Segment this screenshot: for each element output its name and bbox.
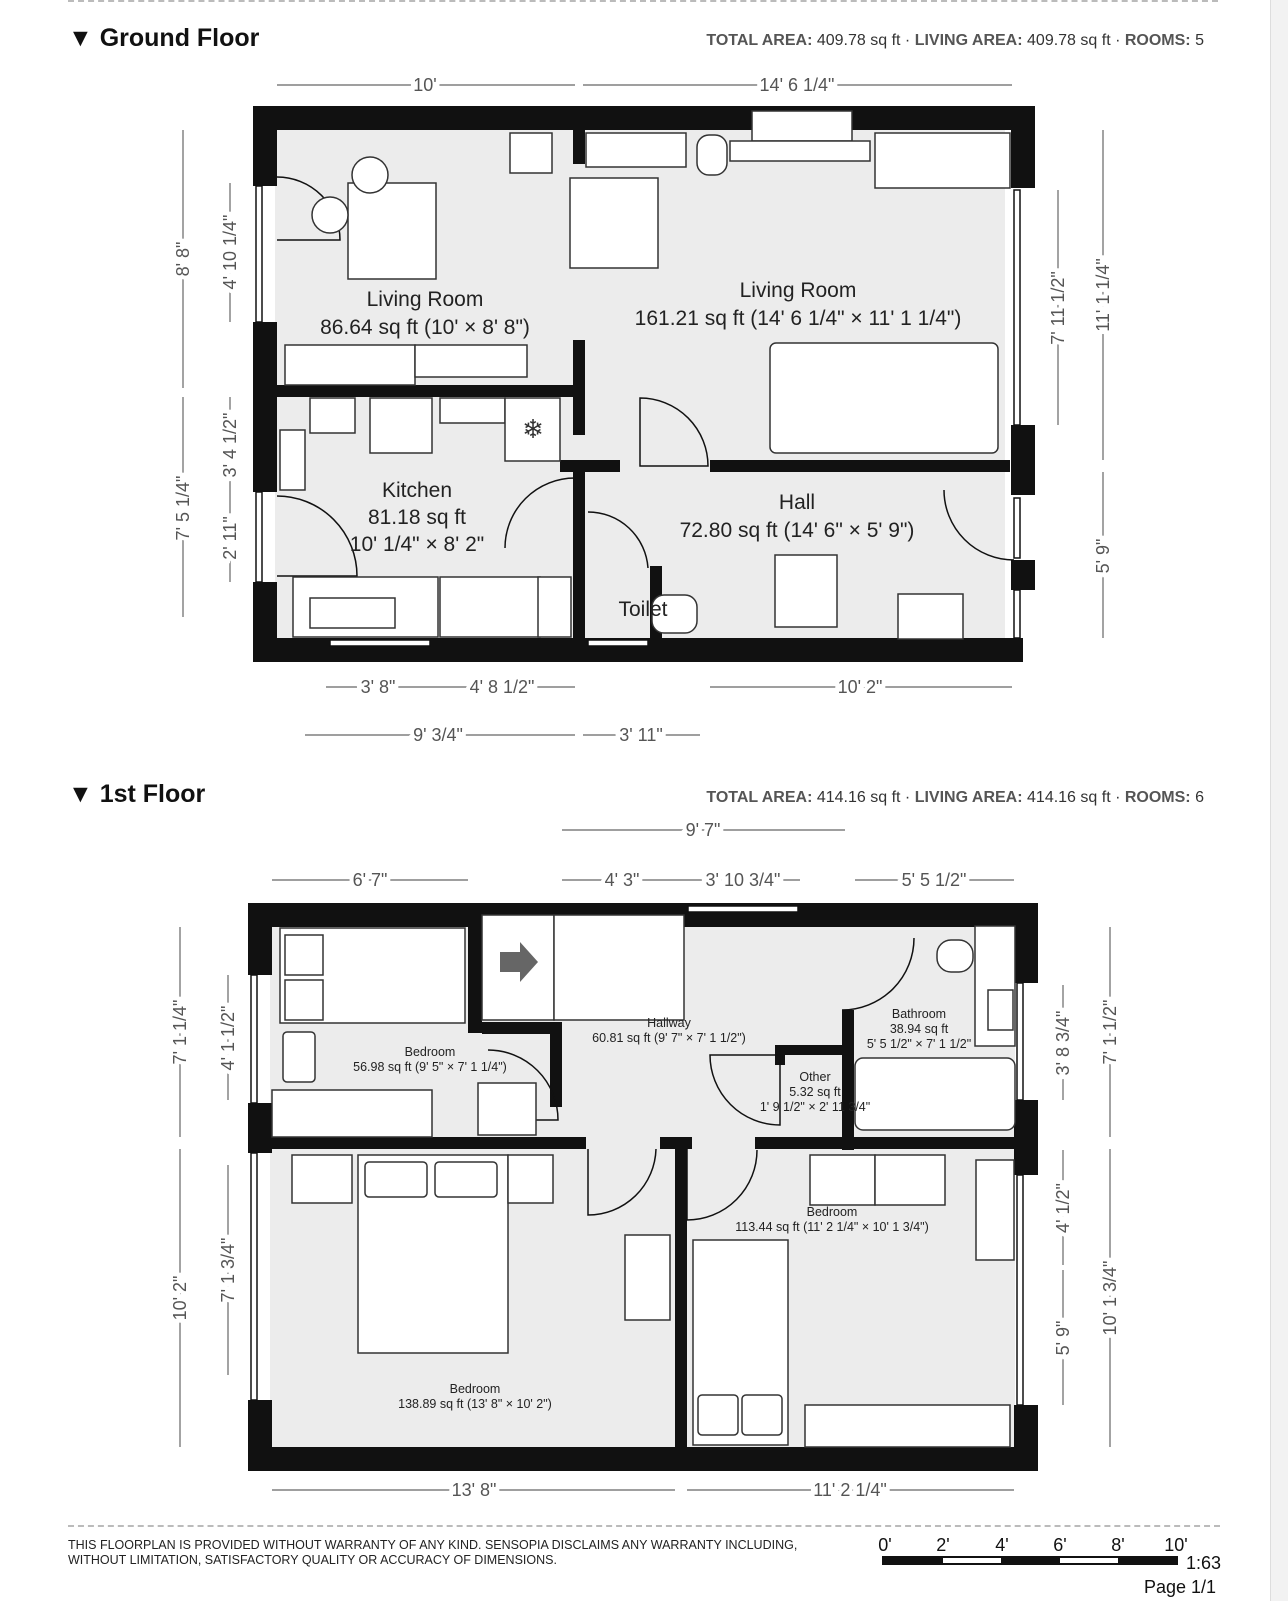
room-area: 60.81 sq ft (9' 7" × 7' 1 1/2") bbox=[592, 1031, 746, 1045]
hearth bbox=[730, 141, 870, 161]
room-area: 113.44 sq ft (11' 2 1/4" × 10' 1 3/4") bbox=[735, 1220, 929, 1234]
dimension-label: 9' 7" bbox=[685, 820, 721, 840]
window bbox=[1017, 1175, 1023, 1405]
room-label: Bedroom bbox=[404, 1045, 456, 1059]
ground-floor-title-text: Ground Floor bbox=[99, 24, 260, 52]
dimension-label: 3' 4 1/2" bbox=[220, 412, 240, 478]
rooms-value: 5 bbox=[1195, 32, 1204, 49]
dimension-label: 3' 8" bbox=[360, 677, 396, 697]
dimension-label: 10' 2" bbox=[837, 677, 883, 697]
dimension-label: 4' 8 1/2" bbox=[469, 677, 535, 697]
dimension-label: 5' 5 1/2" bbox=[901, 870, 967, 890]
room-area: 56.98 sq ft (9' 5" × 7' 1 1/4") bbox=[353, 1060, 507, 1074]
east-wall bbox=[1011, 106, 1035, 188]
room-label: Bathroom bbox=[891, 1007, 947, 1021]
interior-wall bbox=[573, 340, 585, 435]
room-area: 138.89 sq ft (13' 8" × 10' 2") bbox=[398, 1397, 552, 1411]
dimension-label: 11' 1 1/4" bbox=[1093, 258, 1113, 332]
north-wall bbox=[253, 106, 1023, 130]
window bbox=[256, 186, 262, 322]
cabinet bbox=[280, 430, 305, 490]
scale-bar-segment bbox=[1060, 1558, 1118, 1563]
dimension-label: 3' 11" bbox=[619, 725, 663, 745]
interior-wall bbox=[275, 385, 575, 397]
living-area-label: LIVING AREA: bbox=[914, 32, 1023, 49]
cabinet bbox=[810, 1155, 875, 1205]
fireplace bbox=[752, 111, 852, 141]
shelves bbox=[415, 345, 527, 377]
room-label: Living Room bbox=[366, 288, 484, 311]
stairs bbox=[554, 915, 684, 1020]
pillow bbox=[285, 935, 323, 975]
room-label: Bedroom bbox=[449, 1382, 501, 1396]
rooms-label: ROOMS: bbox=[1124, 32, 1191, 49]
scale-tick-label: 6' bbox=[1053, 1535, 1067, 1555]
shelves bbox=[976, 1160, 1014, 1260]
interior-wall bbox=[710, 460, 1010, 472]
collapse-triangle-icon: ▼ bbox=[68, 780, 93, 808]
total-area-value: 414.16 sq ft bbox=[816, 789, 901, 806]
dimension-label: 5' 9" bbox=[1053, 1320, 1073, 1356]
pillow bbox=[365, 1162, 427, 1197]
sofa bbox=[770, 343, 998, 453]
scale-bar-outline bbox=[882, 1556, 1178, 1565]
armchair bbox=[570, 178, 658, 268]
interior-wall bbox=[573, 460, 585, 640]
window bbox=[256, 492, 262, 582]
desk bbox=[348, 183, 436, 279]
east-wall bbox=[1011, 560, 1035, 590]
toilet bbox=[937, 940, 973, 972]
scale-tick-label: 10' bbox=[1164, 1535, 1188, 1555]
nightstand bbox=[508, 1155, 553, 1203]
ground-floor-stats: TOTAL AREA: 409.78 sq ft · LIVING AREA: 409.78 sq ft · ROOMS: 5 bbox=[706, 32, 1204, 49]
south-wall bbox=[248, 1447, 1038, 1471]
room-area: 38.94 sq ft bbox=[889, 1022, 949, 1036]
dimension-label: 10' bbox=[413, 75, 437, 95]
window bbox=[251, 975, 257, 1103]
living-area-value: 414.16 sq ft bbox=[1027, 789, 1111, 806]
window bbox=[588, 640, 648, 646]
nightstand bbox=[292, 1155, 352, 1203]
dimension-label: 11' 2 1/4" bbox=[813, 1480, 887, 1500]
dimension-label: 10' 1 3/4" bbox=[1100, 1260, 1120, 1336]
living-area-label: LIVING AREA: bbox=[914, 789, 1023, 806]
nightstand bbox=[478, 1083, 536, 1135]
dimension-label: 3' 10 3/4" bbox=[705, 870, 781, 890]
cabinet bbox=[510, 133, 552, 173]
window bbox=[1014, 590, 1020, 638]
counter bbox=[440, 398, 505, 423]
oven bbox=[370, 398, 432, 453]
dimension-label: 5' 9" bbox=[1093, 538, 1113, 574]
dimension-label: 7' 11 1/2" bbox=[1048, 271, 1068, 345]
dimension-label: 9' 3/4" bbox=[413, 725, 463, 745]
scale-tick-label: 4' bbox=[995, 1535, 1009, 1555]
room-dims: 5' 5 1/2" × 7' 1 1/2" bbox=[866, 1037, 972, 1051]
room-label: Hallway bbox=[647, 1016, 691, 1030]
desk bbox=[272, 1090, 432, 1137]
east-wall bbox=[1014, 1405, 1038, 1450]
window bbox=[1014, 498, 1020, 558]
interior-wall bbox=[660, 1137, 672, 1149]
sink bbox=[310, 598, 395, 628]
first-floor-stats: TOTAL AREA: 414.16 sq ft · LIVING AREA: 414.16 sq ft · ROOMS: 6 bbox=[706, 789, 1204, 806]
interior-wall bbox=[775, 1045, 842, 1055]
room-label: Hall bbox=[778, 491, 816, 514]
dimension-label: 7' 1 1/4" bbox=[170, 999, 190, 1065]
west-wall bbox=[248, 903, 272, 975]
rooms-value: 6 bbox=[1195, 789, 1204, 806]
first-floor-title-text: 1st Floor bbox=[99, 780, 206, 808]
pillow bbox=[285, 980, 323, 1020]
dimension-label: 4' 3" bbox=[604, 870, 640, 890]
room-area: 5.32 sq ft bbox=[789, 1085, 841, 1099]
window bbox=[1017, 983, 1023, 1100]
interior-wall bbox=[468, 903, 482, 1033]
scale-bar-segment bbox=[943, 1558, 1001, 1563]
scale-bar bbox=[870, 1532, 1200, 1582]
window bbox=[1014, 190, 1020, 425]
pillow bbox=[742, 1395, 782, 1435]
dimension-label: 3' 8 3/4" bbox=[1053, 1010, 1073, 1076]
room-label: Toilet bbox=[618, 598, 668, 621]
east-wall bbox=[1011, 425, 1035, 495]
collapse-triangle-icon: ▼ bbox=[68, 24, 93, 52]
disclaimer-text: THIS FLOORPLAN IS PROVIDED WITHOUT WARRANTY OF ANY KIND. SENSOPIA DISCLAIMS ANY WARRANTY INCLUDING, WITHOUT LIMITATION, SATISFACTORY QUALITY OR ACCURACY OF DIMENSIONS. bbox=[68, 1538, 798, 1567]
page-number: Page 1/1 bbox=[1144, 1577, 1217, 1597]
footer-divider bbox=[68, 1525, 1220, 1527]
interior-wall bbox=[270, 1137, 586, 1149]
dimension-label: 7' 1 3/4" bbox=[218, 1237, 238, 1303]
room-label: Living Room bbox=[739, 279, 857, 302]
total-area-label: TOTAL AREA: bbox=[706, 789, 813, 806]
counter bbox=[440, 577, 540, 637]
room-area: 72.80 sq ft (14' 6" × 5' 9") bbox=[679, 519, 915, 542]
room-dims: 10' 1/4" × 8' 2" bbox=[349, 533, 485, 556]
dimension-label: 6' 7" bbox=[352, 870, 388, 890]
dimension-label: 10' 2" bbox=[170, 1275, 190, 1321]
dresser bbox=[805, 1405, 1010, 1447]
window bbox=[688, 906, 798, 912]
west-wall bbox=[253, 582, 277, 640]
cabinet bbox=[898, 594, 963, 639]
room-dims: 1' 9 1/2" × 2' 11 3/4" bbox=[759, 1100, 871, 1114]
desk bbox=[875, 1155, 945, 1205]
west-wall bbox=[253, 106, 277, 186]
stairs bbox=[586, 133, 686, 167]
rooms-label: ROOMS: bbox=[1124, 789, 1191, 806]
dimension-label: 7' 5 1/4" bbox=[173, 475, 193, 541]
interior-wall bbox=[755, 1137, 1015, 1149]
window bbox=[251, 1153, 257, 1400]
room-label: Kitchen bbox=[381, 479, 453, 502]
interior-wall bbox=[842, 1010, 854, 1150]
chair bbox=[283, 1032, 315, 1082]
pillow bbox=[435, 1162, 497, 1197]
bathtub bbox=[855, 1058, 1015, 1130]
interior-wall bbox=[585, 460, 620, 472]
dimension-label: 13' 8" bbox=[451, 1480, 497, 1500]
sideboard bbox=[285, 345, 415, 385]
living-area-value: 409.78 sq ft bbox=[1027, 32, 1111, 49]
dimension-label: 14' 6 1/4" bbox=[759, 75, 835, 95]
west-wall bbox=[253, 322, 277, 492]
dimension-label: 4' 1/2" bbox=[1053, 1183, 1073, 1233]
dimension-label: 2' 11" bbox=[220, 516, 240, 560]
ground-floor-plan bbox=[0, 0, 1288, 760]
scale-tick-label: 8' bbox=[1111, 1535, 1125, 1555]
room-area: 86.64 sq ft (10' × 8' 8") bbox=[320, 316, 530, 339]
wardrobe bbox=[625, 1235, 670, 1320]
toilet-fixture bbox=[697, 135, 727, 175]
west-wall bbox=[248, 1103, 272, 1153]
radiator-stairs bbox=[775, 555, 837, 627]
room-label: Bedroom bbox=[806, 1205, 858, 1219]
chair bbox=[312, 197, 348, 233]
washing-machine bbox=[538, 577, 571, 637]
interior-wall bbox=[573, 130, 585, 164]
interior-wall bbox=[550, 1022, 562, 1107]
dimension-label: 4' 1 1/2" bbox=[218, 1005, 238, 1071]
room-area: 161.21 sq ft (14' 6 1/4" × 11' 1 1/4") bbox=[634, 307, 962, 330]
first-floor-plan bbox=[0, 800, 1288, 1520]
room-label: Other bbox=[799, 1070, 831, 1084]
dimension-label: 4' 10 1/4" bbox=[220, 214, 240, 290]
total-area-label: TOTAL AREA: bbox=[706, 32, 813, 49]
chair bbox=[352, 157, 388, 193]
kitchen-appliance bbox=[310, 398, 355, 433]
scale-tick-label: 2' bbox=[936, 1535, 950, 1555]
room-area: 81.18 sq ft bbox=[367, 506, 467, 529]
snowflake-icon: ❄ bbox=[522, 414, 544, 444]
pillow bbox=[698, 1395, 738, 1435]
scale-ratio: 1:63 bbox=[1186, 1553, 1222, 1573]
east-wall bbox=[1014, 903, 1038, 983]
east-wall bbox=[1014, 1100, 1038, 1175]
interior-wall bbox=[675, 1140, 687, 1450]
cabinet bbox=[875, 133, 1010, 188]
total-area-value: 409.78 sq ft bbox=[816, 32, 901, 49]
scale-tick-label: 0' bbox=[878, 1535, 892, 1555]
sink bbox=[988, 990, 1013, 1030]
dimension-label: 7' 1 1/2" bbox=[1100, 999, 1120, 1065]
window bbox=[330, 640, 430, 646]
interior-wall bbox=[560, 460, 575, 472]
dimension-label: 8' 8" bbox=[173, 241, 193, 277]
